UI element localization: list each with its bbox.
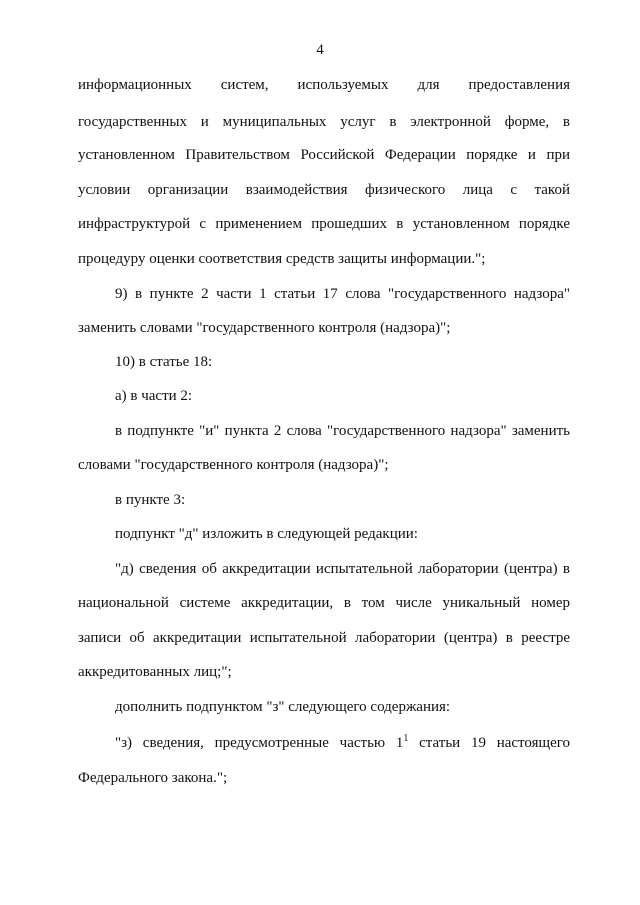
text-line: условии организации взаимодействия физического лица с такой — [78, 182, 570, 198]
text-line: Федерального закона."; — [78, 770, 228, 786]
text-line: государственных и муниципальных услуг в электронной форме, в — [78, 114, 570, 130]
text-line: "д) сведения об аккредитации испытательной лаборатории (центра) в — [115, 561, 570, 577]
page-number: 4 — [316, 42, 324, 58]
text-line: в пункте 3: — [115, 492, 186, 508]
superscript: 1 — [403, 733, 409, 744]
text-line: аккредитованных лиц;"; — [78, 664, 232, 680]
text-fragment: статьи 19 настоящего — [408, 735, 571, 751]
text-line-with-superscript — [115, 734, 570, 752]
text-line: процедуру оценки соответствия средств защиты информации."; — [78, 251, 486, 267]
text-line: установленном Правительством Российской Федерации порядке и при — [78, 147, 570, 163]
text-line: дополнить подпунктом "з" следующего содержания: — [115, 699, 451, 715]
text-line: в подпункте "и" пункта 2 слова "государственного надзора" заменить — [115, 423, 570, 439]
text-line: национальной системе аккредитации, в том числе уникальный номер — [78, 595, 570, 611]
text-line: 9) в пункте 2 части 1 статьи 17 слова "государственного надзора" — [115, 286, 570, 302]
text-line: заменить словами "государственного контроля (надзора)"; — [78, 320, 451, 336]
text-line: словами "государственного контроля (надзора)"; — [78, 457, 389, 473]
text-line: 10) в статье 18: — [115, 354, 213, 370]
text-fragment: "з) сведения, предусмотренные частью 1 — [115, 735, 404, 751]
text-line: записи об аккредитации испытательной лаборатории (центра) в реестре — [78, 630, 570, 646]
text-line: информационных систем, используемых для предоставления — [78, 77, 570, 93]
text-line: подпункт "д" изложить в следующей редакции: — [115, 526, 418, 542]
text-line: инфраструктурой с применением прошедших в установленном порядке — [78, 216, 570, 232]
text-line: а) в части 2: — [115, 388, 193, 404]
